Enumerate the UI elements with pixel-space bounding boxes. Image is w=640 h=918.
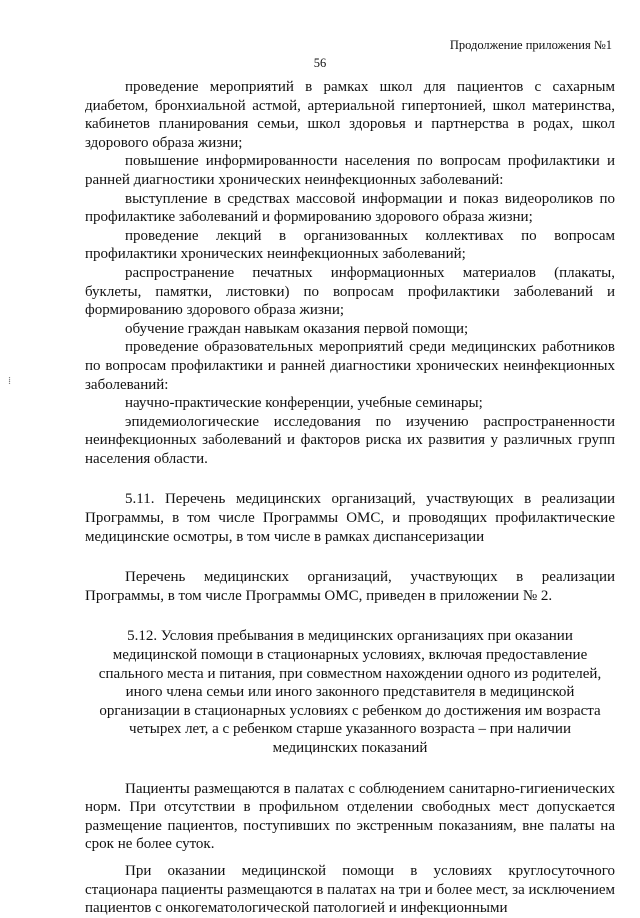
paragraph: распространение печатных информационных материалов (плакаты, буклеты, памятки, листовки) по вопросам профилактики заболеваний и формированию здорового образа жизни; [85,264,615,319]
paragraph: проведение лекций в организованных коллективах по вопросам профилактики хронических неинфекционных заболеваний; [85,227,615,263]
page-number: 56 [313,56,327,70]
paragraph: выступление в средствах массовой информации и показ видеороликов по профилактике заболеваний и формированию здорового образа жизни; [85,190,615,226]
paragraph: эпидемиологические исследования по изучению распространенности неинфекционных заболеваний и факторов риска их развития у различных групп населения области. [85,413,615,467]
continuation-header: Продолжение приложения №1 [449,38,612,52]
paragraph: Пациенты размещаются в палатах с соблюдением санитарно-гигиенических норм. При отсутствии в профильном отделении свободных мест допускается размещение пациентов, поступивших по экстренным показаниям, вне палаты на срок не более суток. [85,780,615,853]
paragraph: научно-практические конференции, учебные семинары; [125,395,483,412]
paragraph: обучение граждан навыкам оказания первой помощи; [125,320,469,337]
section-5-12-heading: 5.12. Условия пребывания в медицинских организациях при оказании медицинской помощи в стационарных условиях, включая предоставление спального места и питания, при совместном нахождении одного из родителей, иного члена семьи или иного законного представителя в медицинской организации в стационарных условиях с ребенком до достижения им возраста четырех лет, а с ребенком старше указанного возраста – при наличии медицинских показаний [98,628,602,756]
paragraph: проведение образовательных мероприятий среди медицинских работников по вопросам профилактики и ранней диагностики хронических неинфекционных заболеваний: [85,339,615,393]
paragraph: повышение информированности населения по вопросам профилактики и ранней диагностики хронических неинфекционных заболеваний: [85,153,615,188]
document-body [85,78,615,918]
margin-mark: ⁞ [8,375,12,387]
section-5-11-heading: 5.11. Перечень медицинских организаций, участвующих в реализации Программы, в том числе Программы ОМС, и проводящих профилактические медицинские осмотры, в том числе в рамках диспансеризации [85,491,615,545]
section-5-11-text: Перечень медицинских организаций, участвующих в реализации Программы, в том числе Программы ОМС, приведен в приложении № 2. [85,569,615,604]
paragraph: проведение мероприятий в рамках школ для пациентов с сахарным диабетом, бронхиальной астмой, артериальной гипертонией, школ материнства, кабинетов планирования семьи, школ здоровья и партнерства в родах, школ здорового образа жизни; [85,79,615,151]
paragraph: При оказании медицинской помощи в условиях круглосуточного стационара пациенты размещаются в палатах на три и более мест, за исключением пациентов с онкогематологической патологией и инфекционными [85,862,615,917]
